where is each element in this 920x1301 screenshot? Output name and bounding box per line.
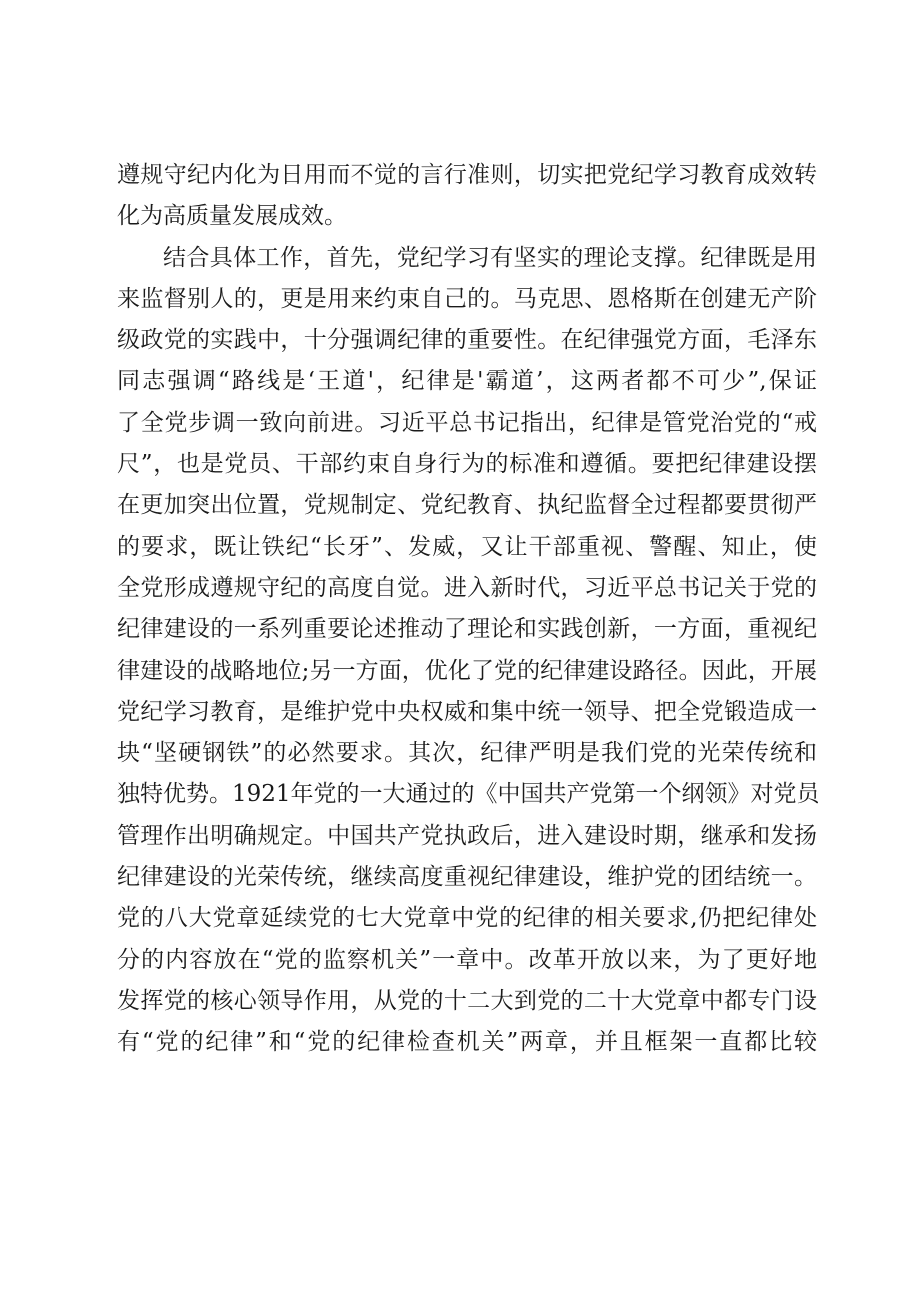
text-line: 尺”，也是党员、干部约束自身行为的标准和遵循。要把纪律建设摆 (117, 451, 817, 478)
text-line: 独特优势。1921年党的一大通过的《中国共产党第一个纲领》对党员 (117, 781, 820, 808)
text-line: 化为高质量发展成效。 (117, 203, 347, 230)
text-line: 分的内容放在“党的监察机关”一章中。改革开放以来，为了更好地 (117, 946, 817, 973)
text-line: 纪律建设的光荣传统，继续高度重视纪律建设，维护党的团结统一。 (117, 864, 817, 891)
paragraph-first-line: 结合具体工作，首先，党纪学习有坚实的理论支撑。纪律既是用 (163, 244, 817, 271)
text-line: 纪律建设的一系列重要论述推动了理论和实践创新，一方面，重视纪 (117, 616, 817, 643)
text-line: 党的八大党章延续党的七大党章中党的纪律的相关要求,仍把纪律处 (117, 905, 817, 932)
text-line: 来监督别人的，更是用来约束自己的。马克思、恩格斯在创建无产阶 (117, 285, 817, 312)
text-line: 级政党的实践中，十分强调纪律的重要性。在纪律强党方面，毛泽东 (117, 327, 817, 354)
text-line: 全党形成遵规守纪的高度自觉。进入新时代，习近平总书记关于党的 (117, 574, 817, 601)
text-line: 党纪学习教育，是维护党中央权威和集中统一领导、把全党锻造成一 (117, 698, 817, 725)
text-line: 遵规守纪内化为日用而不觉的言行准则，切实把党纪学习教育成效转 (117, 162, 817, 188)
text-line: 块“坚硬钢铁”的必然要求。其次，纪律严明是我们党的光荣传统和 (117, 740, 817, 767)
text-line: 在更加突出位置，党规制定、党纪教育、执纪监督全过程都要贯彻严 (117, 492, 817, 519)
text-line: 同志强调“路线是‘王道'，纪律是'霸道’，这两者都不可少”,保证 (117, 368, 817, 395)
text-line: 的要求，既让铁纪“长牙”、发威，又让干部重视、警醒、知止，使 (117, 533, 817, 560)
body-text (117, 155, 820, 1064)
text-line: 管理作出明确规定。中国共产党执政后，进入建设时期，继承和发扬 (117, 822, 817, 849)
text-line: 有“党的纪律”和“党的纪律检查机关”两章，并且框架一直都比较 (117, 1029, 817, 1056)
text-line: 了全党步调一致向前进。习近平总书记指出，纪律是管党治党的“戒 (117, 409, 817, 436)
text-line: 发挥党的核心领导作用，从党的十二大到党的二十大党章中都专门设 (117, 987, 817, 1014)
text-line: 律建设的战略地位;另一方面，优化了党的纪律建设路径。因此，开展 (117, 657, 817, 684)
